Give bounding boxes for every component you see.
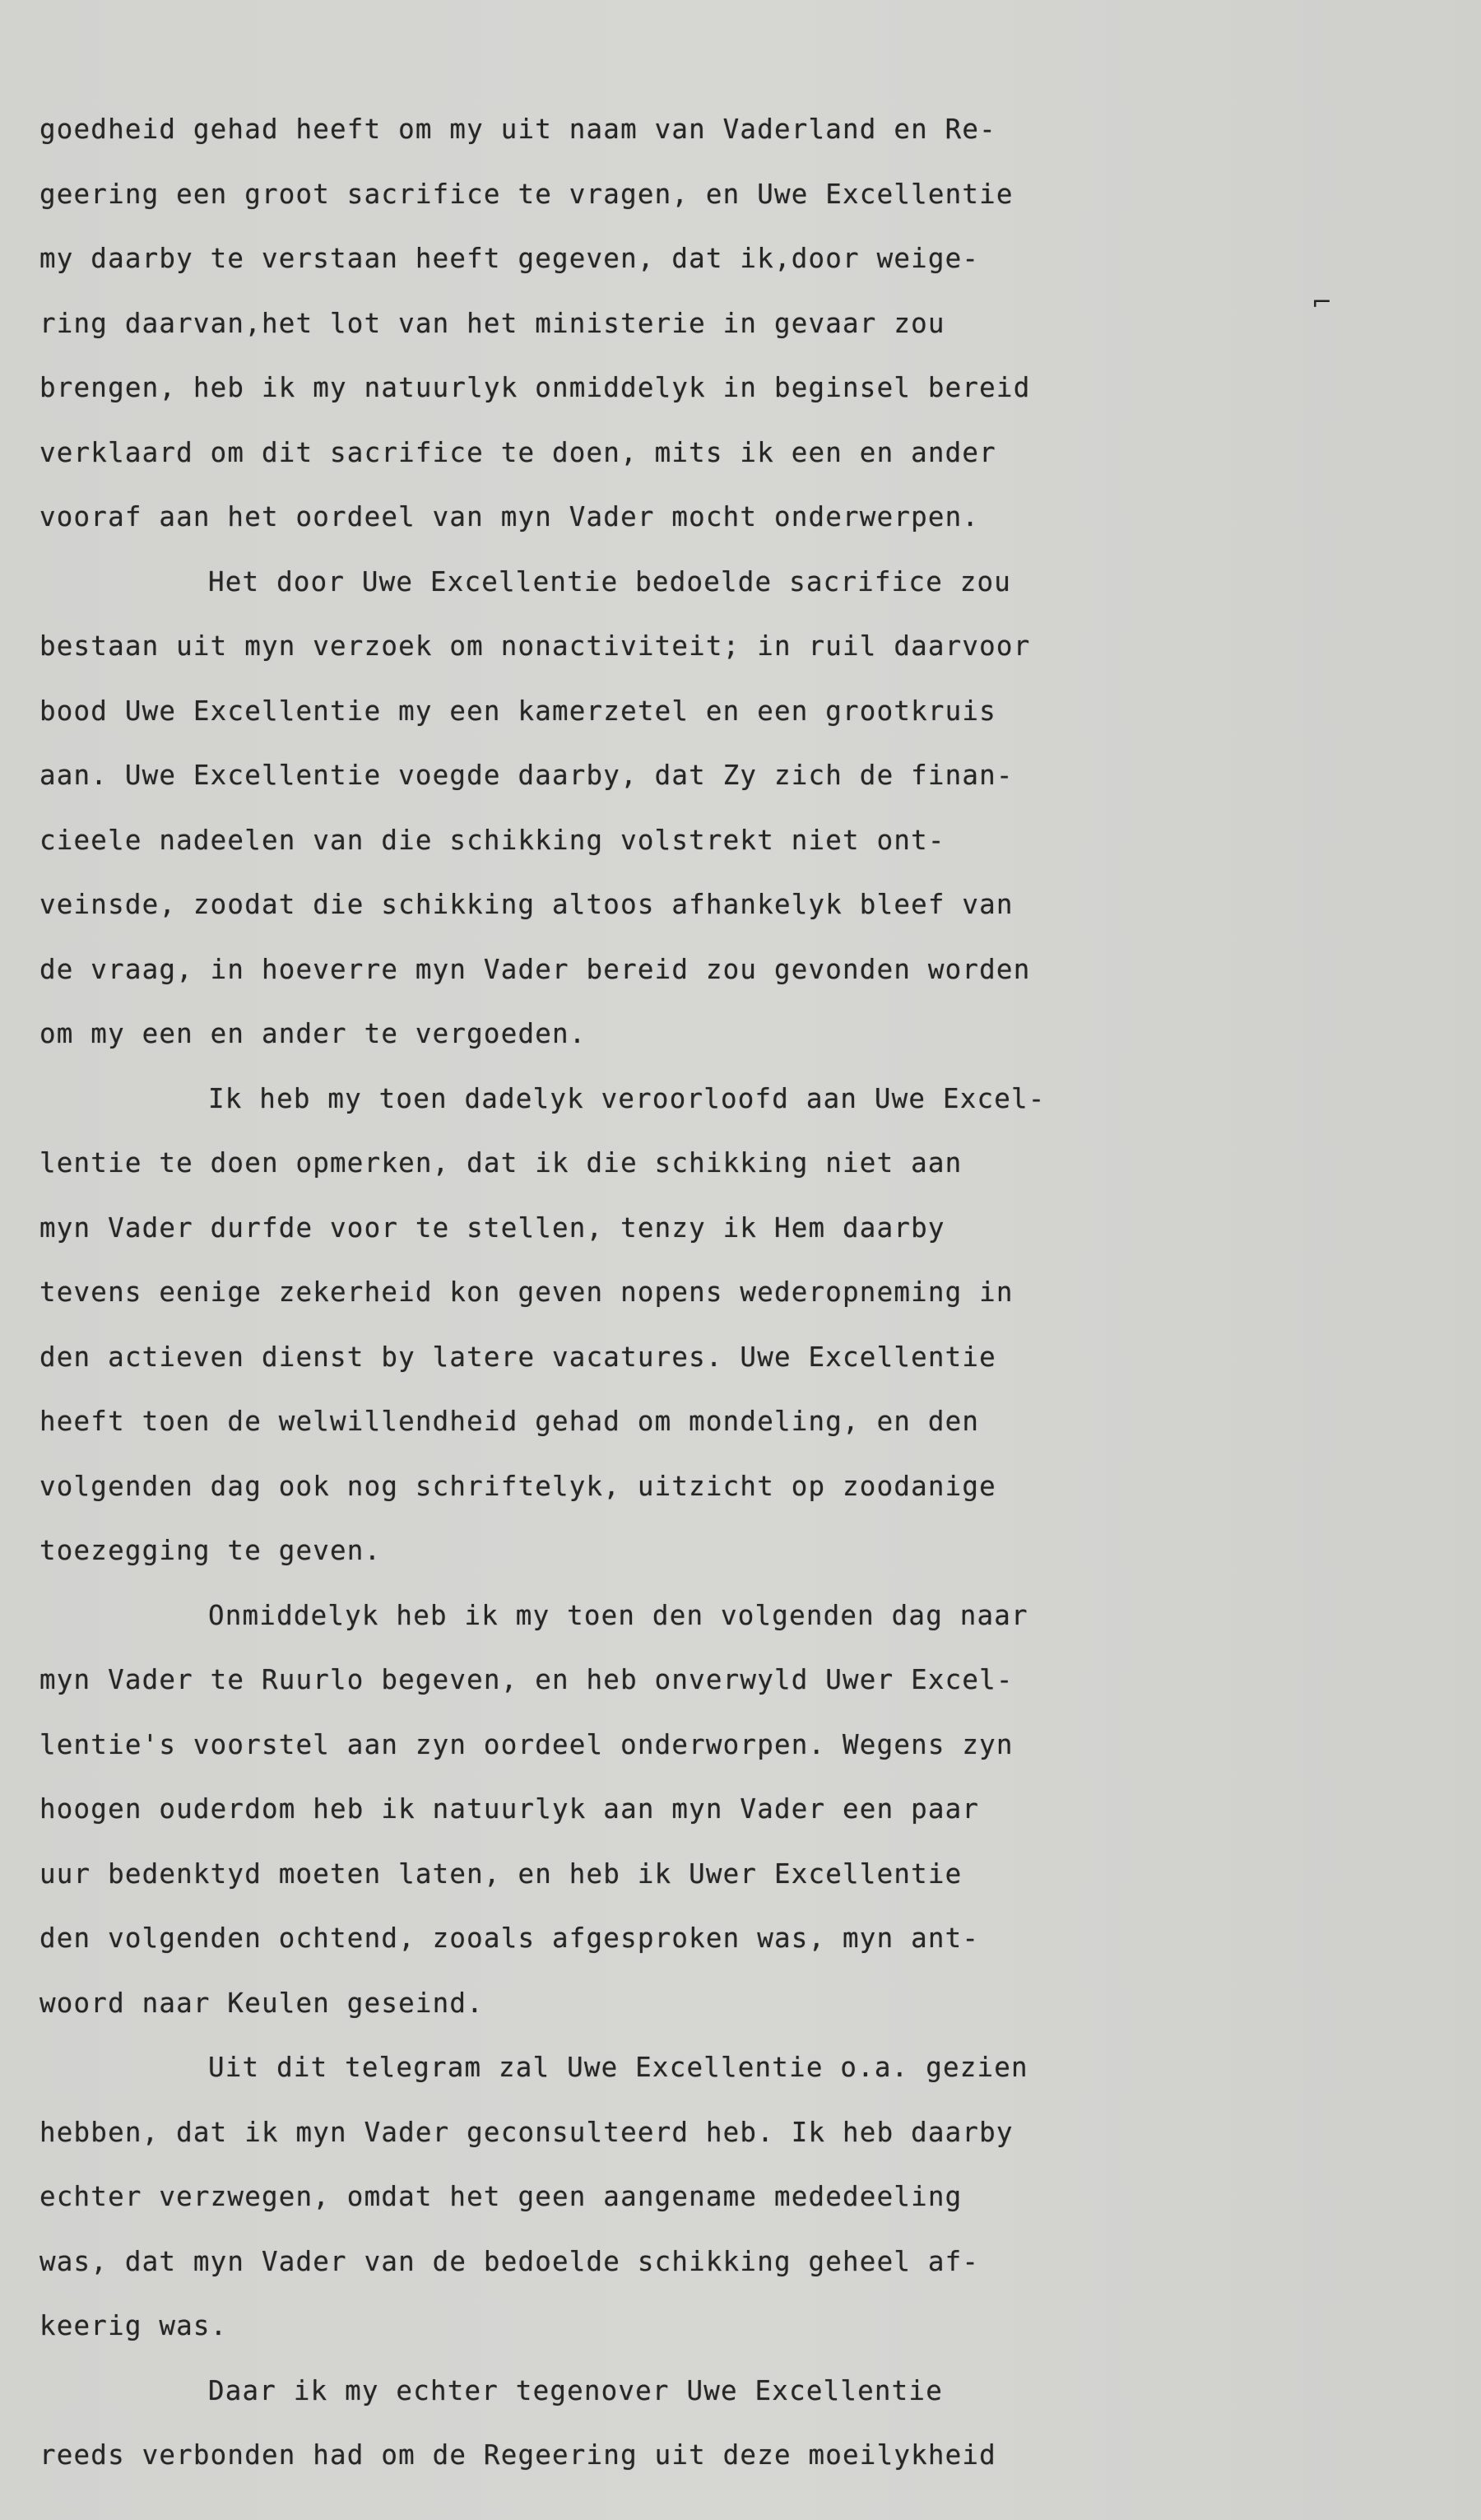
text-line: hoogen ouderdom heb ik natuurlyk aan myn Vader een paar (39, 1793, 980, 1825)
text-line: Het door Uwe Excellentie bedoelde sacrifice zou (208, 565, 1012, 597)
text-line: goedheid gehad heeft om my uit naam van Vaderland en Re- (39, 114, 996, 145)
text-line: om my een en ander te vergoeden. (39, 1018, 587, 1049)
text-line: was, dat myn Vader van de bedoelde schikking geheel af- (39, 2245, 980, 2277)
text-line: den actieven dienst by latere vacatures. Uwe Excellentie (39, 1341, 996, 1373)
text-line: brengen, heb ik my natuurlyk onmiddelyk in beginsel bereid (39, 372, 1031, 403)
margin-mark: ⌐ (1312, 288, 1333, 317)
text-line: Ik heb my toen dadelyk veroorloofd aan Uwe Excel- (208, 1082, 1046, 1114)
text-line: echter verzwegen, omdat het geen aangename mededeeling (39, 2181, 963, 2212)
text-line: heeft toen de welwillendheid gehad om mondeling, en den (39, 1406, 980, 1437)
text-line: aan. Uwe Excellentie voegde daarby, dat Zy zich de finan- (39, 760, 1014, 791)
text-line: tevens eenige zekerheid kon geven nopens wederopneming in (39, 1276, 1014, 1308)
text-line: myn Vader te Ruurlo begeven, en heb onverwyld Uwer Excel- (39, 1664, 1014, 1695)
text-line: vooraf aan het oordeel van myn Vader mocht onderwerpen. (39, 501, 980, 532)
text-line: volgenden dag ook nog schriftelyk, uitzicht op zoodanige (39, 1470, 996, 1502)
text-line: cieele nadeelen van die schikking volstrekt niet ont- (39, 824, 945, 856)
text-line: lentie te doen opmerken, dat ik die schikking niet aan (39, 1147, 963, 1179)
letter-body (39, 97, 1158, 2488)
text-line: Daar ik my echter tegenover Uwe Excellentie (208, 2374, 943, 2406)
text-line: bestaan uit myn verzoek om nonactiviteit; in ruil daarvoor (39, 630, 1031, 662)
text-line: geering een groot sacrifice te vragen, en Uwe Excellentie (39, 178, 1014, 210)
text-line: hebben, dat ik myn Vader geconsulteerd heb. Ik heb daarby (39, 2116, 1014, 2148)
text-line: myn Vader durfde voor te stellen, tenzy ik Hem daarby (39, 1211, 945, 1244)
text-line: Uit dit telegram zal Uwe Excellentie o.a. gezien (208, 2052, 1028, 2083)
text-line: uur bedenktyd moeten laten, en heb ik Uwer Excellentie (39, 1857, 963, 1890)
text-line: reeds verbonden had om de Regeering uit deze moeilykheid (39, 2439, 996, 2471)
text-line: verklaard om dit sacrifice te doen, mits ik een en ander (39, 436, 996, 468)
text-line: den volgenden ochtend, zooals afgesproken was, myn ant- (39, 1923, 980, 1954)
text-line: lentie's voorstel aan zyn oordeel onderworpen. Wegens zyn (39, 1728, 1014, 1760)
text-line: Onmiddelyk heb ik my toen den volgenden dag naar (208, 1599, 1028, 1631)
text-line: toezegging te geven. (39, 1535, 382, 1566)
text-line: veinsde, zoodat die schikking altoos afhankelyk bleef van (39, 889, 1014, 920)
text-line: de vraag, in hoeverre myn Vader bereid zou gevonden worden (39, 953, 1031, 985)
text-line: my daarby te verstaan heeft gegeven, dat ik,door weige- (39, 243, 980, 274)
text-line: bood Uwe Excellentie my een kamerzetel en een grootkruis (39, 695, 996, 727)
text-line: keerig was. (39, 2310, 228, 2341)
text-line: ring daarvan,het lot van het ministerie in gevaar zou (39, 307, 945, 339)
text-line: woord naar Keulen geseind. (39, 1987, 484, 2019)
